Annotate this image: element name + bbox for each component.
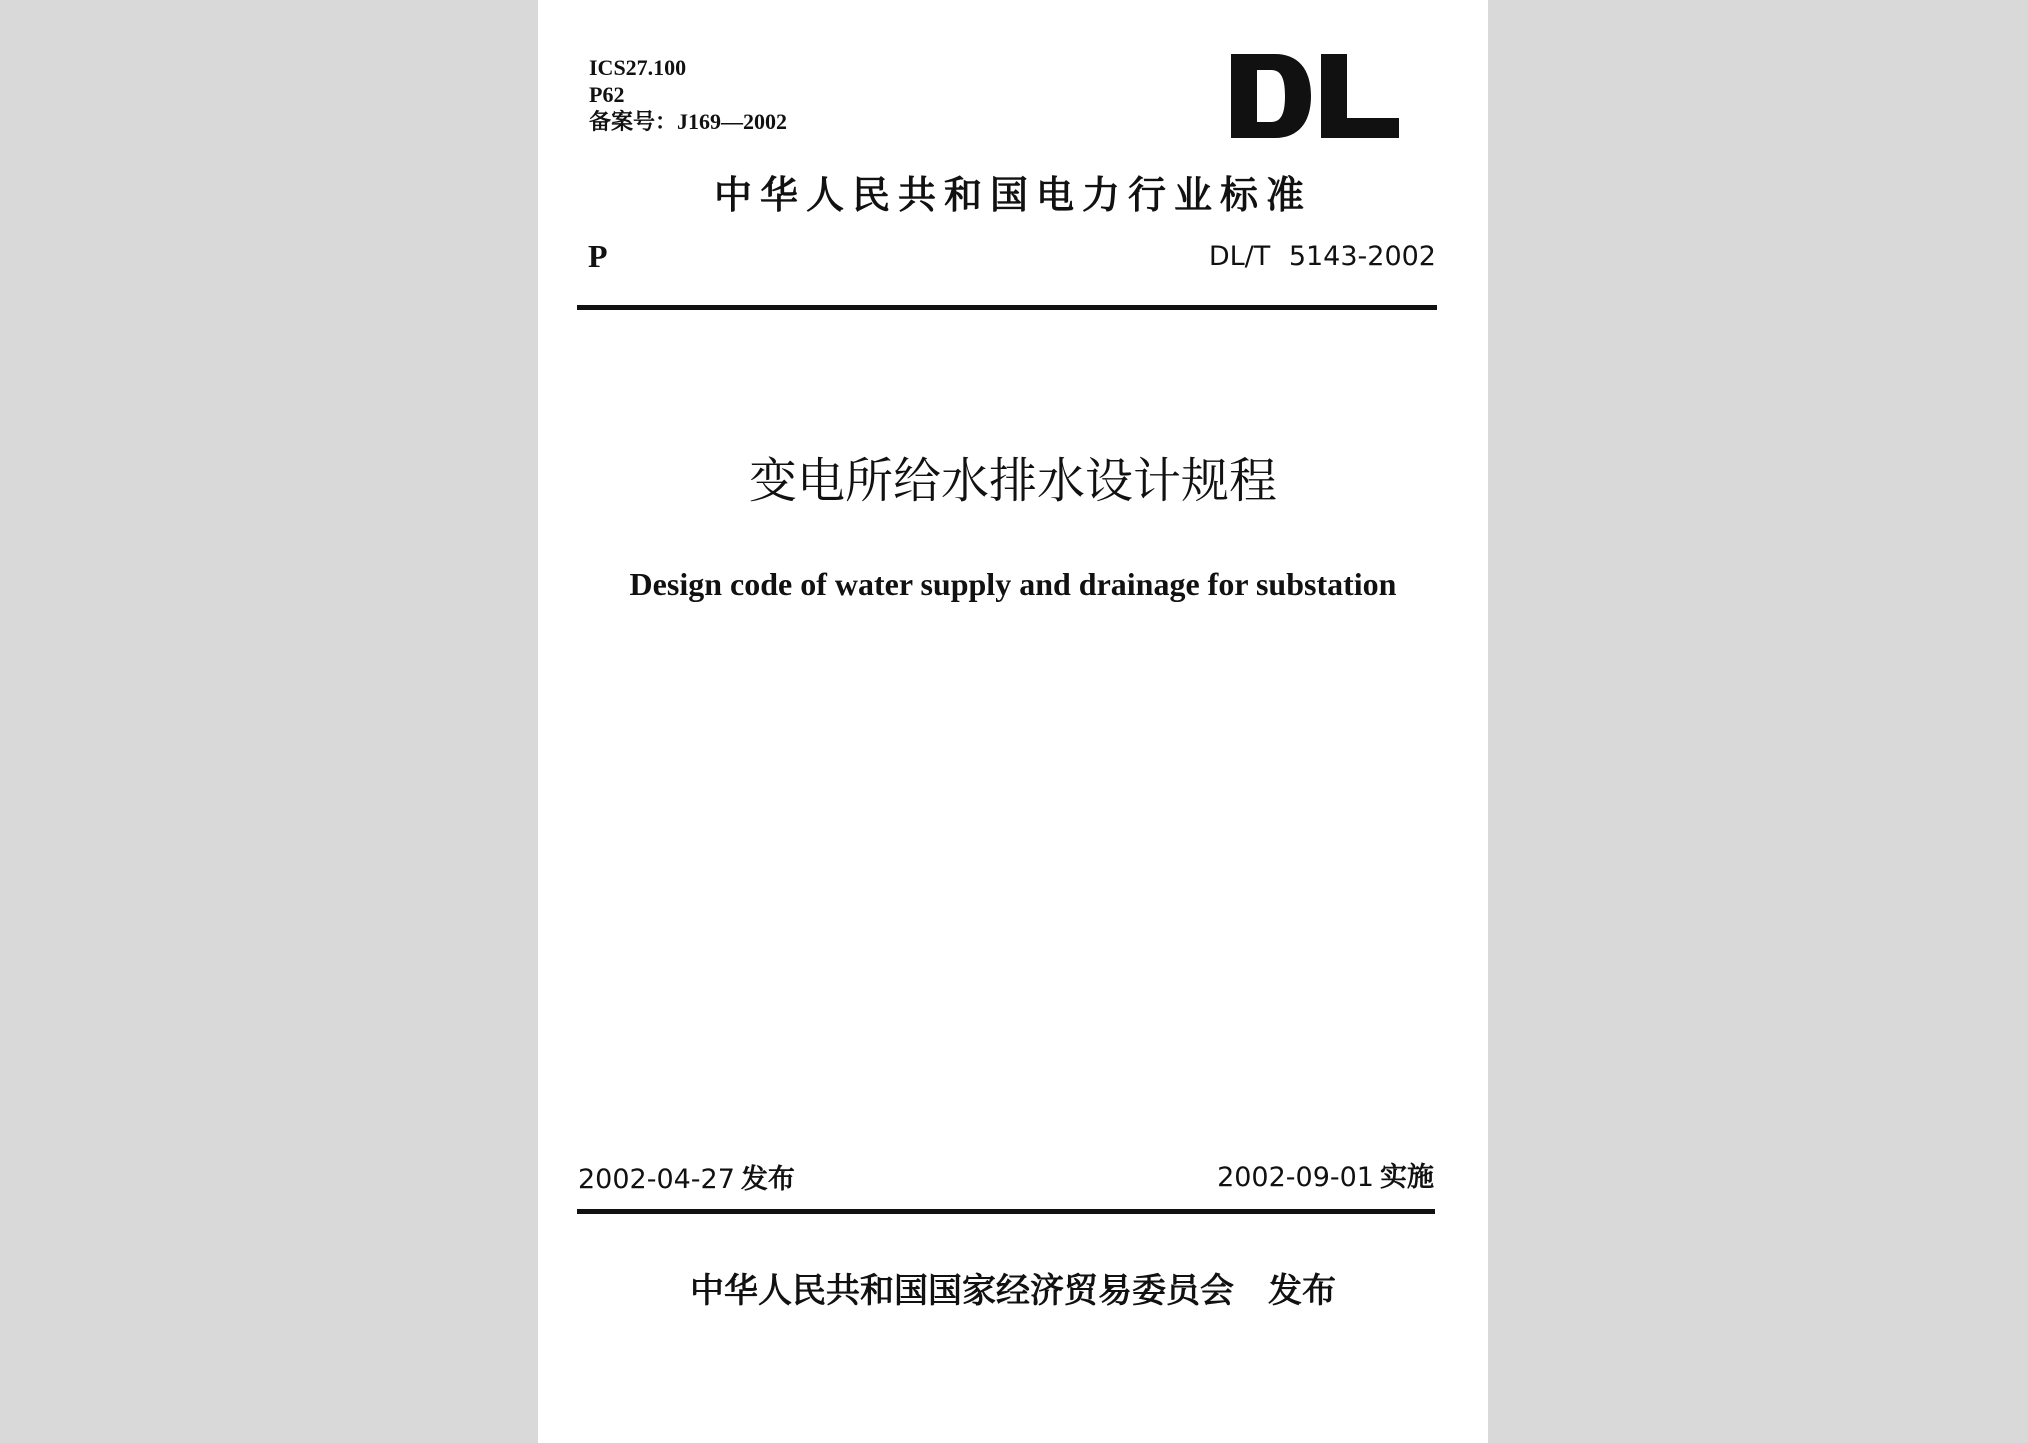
issue-date: 2002-04-27	[578, 1164, 735, 1195]
implement-date: 2002-09-01	[1217, 1162, 1374, 1193]
issue-date-line	[578, 1157, 795, 1196]
implement-label: 实施	[1380, 1162, 1434, 1193]
dl-logo	[1231, 54, 1399, 138]
ics-code: ICS27.100	[589, 55, 687, 80]
classification-block	[589, 54, 787, 135]
implement-date-line	[1217, 1155, 1434, 1194]
standard-type-heading: 中华人民共和国电力行业标准	[713, 172, 1312, 217]
issue-label: 发布	[740, 1164, 795, 1195]
standard-number: DL/T 5143-2002	[1208, 241, 1436, 272]
top-divider	[577, 305, 1437, 310]
ccs-code: P62	[589, 82, 625, 107]
title-chinese: 变电所给水排水设计规程	[748, 453, 1277, 509]
publisher-line	[538, 1263, 1488, 1312]
bottom-divider	[577, 1209, 1435, 1214]
document-page	[538, 0, 1488, 1443]
title-english: Design code of water supply and drainage for substation	[629, 566, 1397, 602]
publisher-label: 发布	[1268, 1271, 1336, 1311]
filing-number: 备案号：J169—2002	[589, 109, 788, 134]
category-letter: P	[588, 238, 608, 274]
publisher-name: 中华人民共和国国家经济贸易委员会	[690, 1271, 1234, 1311]
